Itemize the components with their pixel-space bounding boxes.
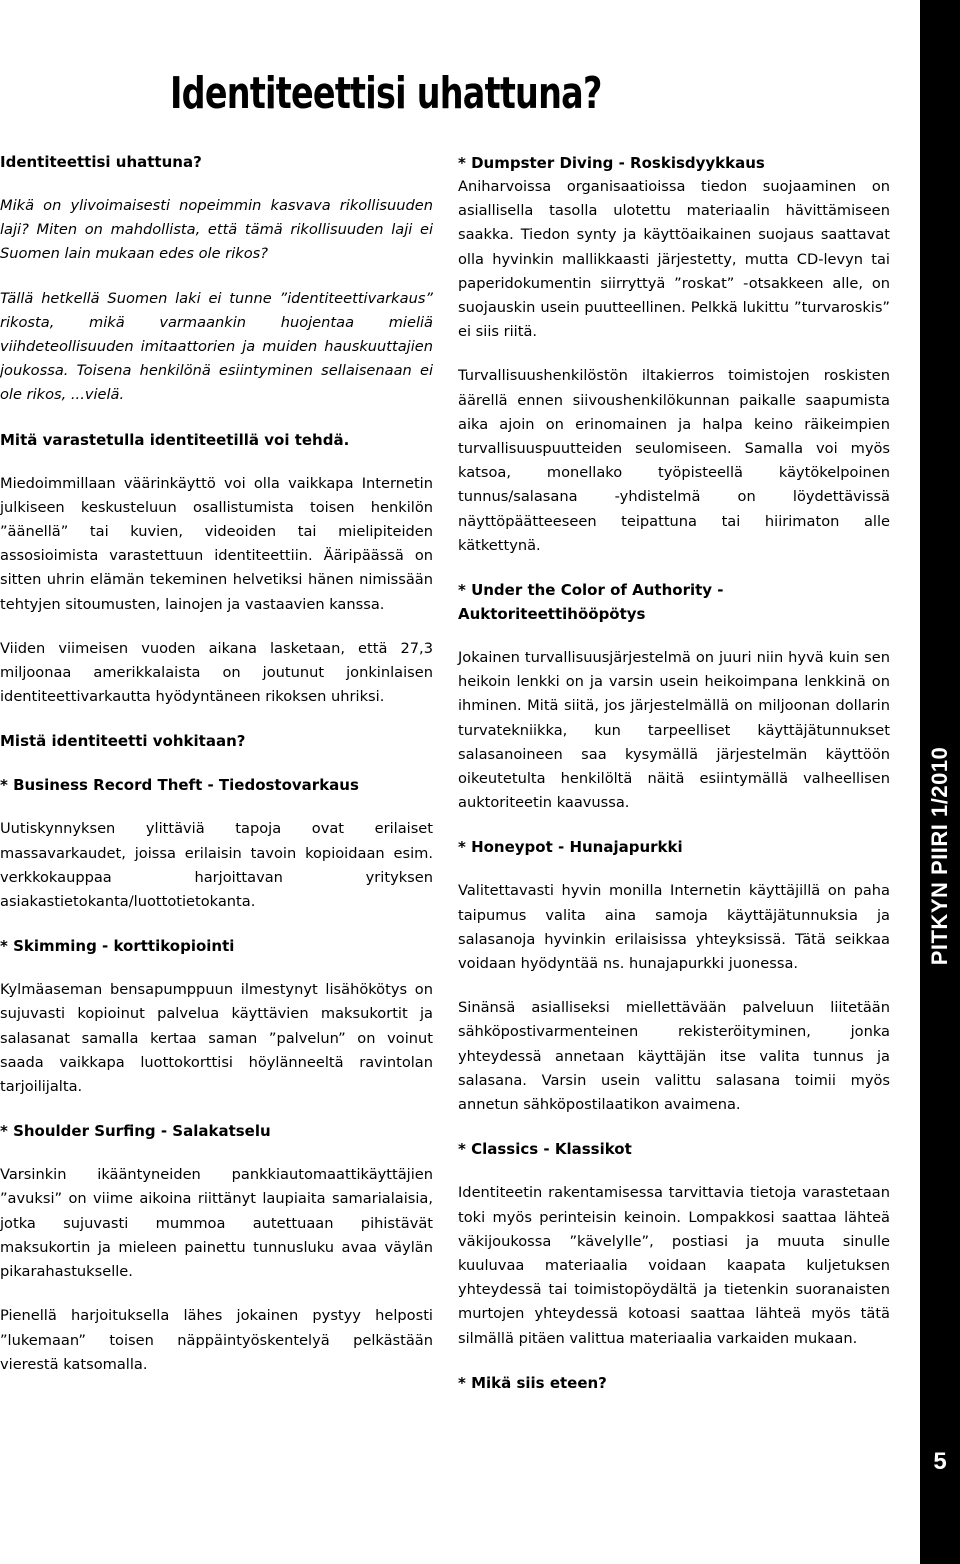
paragraph-sinansa: Sinänsä asialliseksi miellettävään palveluun liitetään sähköpostivarmenteinen rekisteröityminen, jonka yhteydessä annetaan käyttäjän itse valita tunnus ja salasana. Varsin usein valittu salasana toimii myös annetun sähköpostilaatikon avaimena. [458, 999, 890, 1114]
heading-shoulder-surfing: * Shoulder Surfing - Salakatselu [0, 1122, 271, 1141]
right-column [458, 151, 890, 1415]
heading-mita: Mitä varastetulla identiteetillä voi tehdä. [0, 430, 350, 449]
page-title: Identiteettisi uhattuna? [170, 68, 602, 119]
left-heading: Identiteettisi uhattuna? [0, 153, 202, 171]
paragraph-color-of-authority: Jokainen turvallisuusjärjestelmä on juuri niin hyvä kuin sen heikoin lenkki on ja varsin usein heikoimpana lenkkinä on ihminen. Mitä siitä, jos järjestelmällä on miljoonan dollarin turvatekniikka, kun tarpeelliset käyttäjätunnukset salasanoineen saa kysymällä järjestelmän käyttöön oikeutetulta henkilöltä näitä esiintymällä valheellisen auktoriteetin kaavussa. [458, 649, 890, 812]
heading-dumpster-diving: * Dumpster Diving - Roskisdyykkaus [458, 154, 765, 172]
paragraph-honeypot: Valitettavasti hyvin monilla Internetin käyttäjillä on paha taipumus valita aina samoja käyttäjätunnuksia ja salasanoja hyvinkin erilaisissa yhteyksissä. Tätä seikkaa voidaan hyödyntää ns. hunajapurkki juonessa. [458, 882, 890, 973]
paragraph-mita: Miedoimmillaan väärinkäyttö voi olla vaikkapa Internetin julkiseen keskusteluun osallistumista toisen henkilön ”äänellä” tai kuvien, videoiden tai mielipiteiden assosioimista varastettuun identiteettiin. Ääripäässä on sitten uhrin elämän tekeminen helvetiksi hänen nimissään tehtyjen sitoumusten, lainojen ja vastaavien kanssa. [0, 474, 433, 613]
heading-mika-siis-eteen: * Mikä siis eteen? [458, 1373, 607, 1392]
sidebar-band [920, 0, 960, 1564]
paragraph-dumpster-diving: Aniharvoissa organisaatioissa tiedon suojaaminen on asiallisella tasolla ulotettu materiaalin hävittämiseen saakka. Tiedon synty ja käyttöaikainen suojaus saattavat olla hyvinkin mallikkaasti järjestetty, mutta CD-levyn tai paperidokumentin siirryttyä ”roskat” -otsakkeen alle, on suojauskin usein puutteellinen. Pelkkä lukittu ”turvaroskis” ei siis riitä. [458, 178, 890, 341]
publication-name: PITKYN PIIRI 1/2010 [927, 746, 952, 966]
paragraph-skimming: Kylmäaseman bensapumppuun ilmestynyt lisähökötys on sujuvasti kopioinut palvelua käyttävien maksukortit ja salasanat samalla kertaa saman ”palvelun” on voinut saada vaikkapa luottokorttisi höylänneeltä ravintolan tarjoilijalta. [0, 981, 433, 1096]
heading-color-of-authority: * Under the Color of Authority - Auktoriteettihööpötys [458, 581, 724, 624]
page-number: 5 [933, 1448, 947, 1475]
intro-paragraph-2: Tällä hetkellä Suomen laki ei tunne ”identiteettivarkaus” rikosta, mikä varmaankin huojentaa mieliä viihdeteollisuuden imitaattorien ja muiden hauskuuttajien joukossa. Toisena henkilönä esiintyminen sellaisenaan ei ole rikos, ...vielä. [0, 289, 433, 404]
heading-classics: * Classics - Klassikot [458, 1140, 632, 1159]
paragraph-statistics: Viiden viimeisen vuoden aikana lasketaan, että 27,3 miljoonaa amerikkalaista on joutunut jonkinlaisen identiteettivarkautta hyödyntäneen rikoksen uhriksi. [0, 639, 433, 706]
intro-paragraph-1: Mikä on ylivoimaisesti nopeimmin kasvava rikollisuuden laji? Miten on mahdollista, että tämä rikollisuuden laji ei Suomen lain mukaan edes ole rikos? [0, 197, 433, 263]
paragraph-classics: Identiteetin rakentamisessa tarvittavia tietoja varastetaan toki myös perinteisin keinoin. Lompakkosi saattaa lähteä väkijoukossa ”kävelylle”, postiasi ja muuta sinulle kuuluvaa materiaalia voidaan kaapata kuljetuksen yhteydessä tai toimistopöydältä ja tietenkin suoranaisten murtojen yhteydessä kotoasi saattaa lähteä myös tätä silmällä pitäen valittua materiaalia varkaiden mukaan. [458, 1184, 890, 1347]
paragraph-business-record-theft: Uutiskynnyksen ylittäviä tapoja ovat erilaiset massavarkaudet, joissa erilaisin tavoin kopioidaan esim. verkkokauppaa harjoittavan yrityksen asiakastietokanta/luottotietokanta. [0, 820, 433, 911]
paragraph-turvallisuus: Turvallisuushenkilöstön iltakierros toimistojen roskisten äärellä ennen siivoushenkilökunnan paikalle saapumista aika ajoin on erinomainen ja halpa keino räikeimpien turvallisuuspuutteiden seulomiseen. Samalla voi myös katsoa, monellako työpisteellä käytökelpoinen tunnus/salasana -yhdistelmä on löydettävissä näyttöpäätteeseen teipattuna tai hiirimaton alle kätkettynä. [458, 367, 890, 554]
heading-honeypot: * Honeypot - Hunajapurkki [458, 838, 683, 857]
paragraph-pienella: Pienellä harjoituksella lähes jokainen pystyy helposti ”lukemaan” toisen näppäintyöskentelyä pelkästään vierestä katsomalla. [0, 1307, 433, 1373]
heading-business-record-theft: * Business Record Theft - Tiedostovarkaus [0, 776, 359, 795]
left-column [0, 150, 433, 1397]
heading-skimming: * Skimming - korttikopiointi [0, 937, 235, 956]
heading-mista: Mistä identiteetti vohkitaan? [0, 732, 246, 751]
paragraph-shoulder-surfing: Varsinkin ikääntyneiden pankkiautomaattikäyttäjien ”avuksi” on viime aikoina riittänyt laupiaita samarialaisia, jotka sujuvasti mummoa autettuaan pihistävät maksukortin ja mieleen painettu tunnusluku avaa väylän pikarahastukselle. [0, 1166, 433, 1281]
